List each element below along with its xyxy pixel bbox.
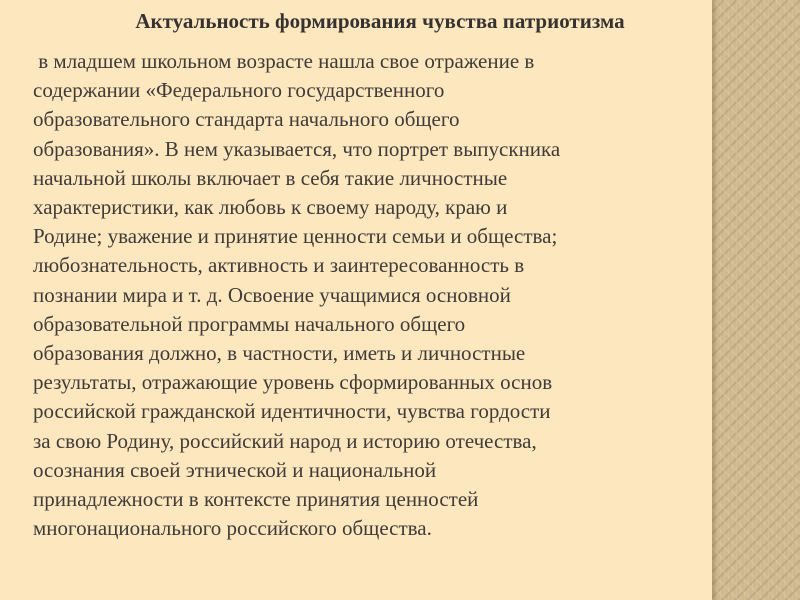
body-line: любознательность, активность и заинтересованность в bbox=[33, 253, 525, 278]
body-line: за свою Родину, российский народ и историю отечества, bbox=[33, 428, 537, 453]
body-line: результаты, отражающие уровень сформированных основ bbox=[33, 370, 553, 395]
body-line: многонационального российского общества. bbox=[33, 516, 432, 541]
body-line: образования должно, в частности, иметь и личностные bbox=[33, 341, 526, 366]
body-line: Родине; уважение и принятие ценности семьи и общества; bbox=[33, 224, 558, 249]
body-line: начальной школы включает в себя такие личностные bbox=[33, 165, 508, 190]
body-line: образовательного стандарта начального общего bbox=[33, 107, 460, 132]
body-line: образования». В нем указывается, что портрет выпускника bbox=[33, 136, 561, 161]
body-line: образовательной программы начального общего bbox=[33, 311, 466, 336]
body-line: осознания своей этнической и национальной bbox=[33, 457, 437, 482]
body-line: российской гражданской идентичности, чувства гордости bbox=[33, 399, 551, 424]
body-line: содержании «Федерального государственного bbox=[33, 78, 445, 103]
slide-body-text bbox=[33, 47, 709, 543]
body-line: принадлежности в контексте принятия ценностей bbox=[33, 487, 479, 512]
decorative-side-band bbox=[712, 0, 800, 600]
body-line: в младшем школьном возрасте нашла свое отражение в bbox=[33, 49, 535, 73]
body-line: познании мира и т. д. Освоение учащимися основной bbox=[33, 282, 511, 307]
slide-title: Актуальность формирования чувства патриотизма bbox=[135, 9, 625, 33]
side-band-shadow bbox=[712, 0, 718, 600]
body-line: характеристики, как любовь к своему народу, краю и bbox=[33, 195, 508, 220]
